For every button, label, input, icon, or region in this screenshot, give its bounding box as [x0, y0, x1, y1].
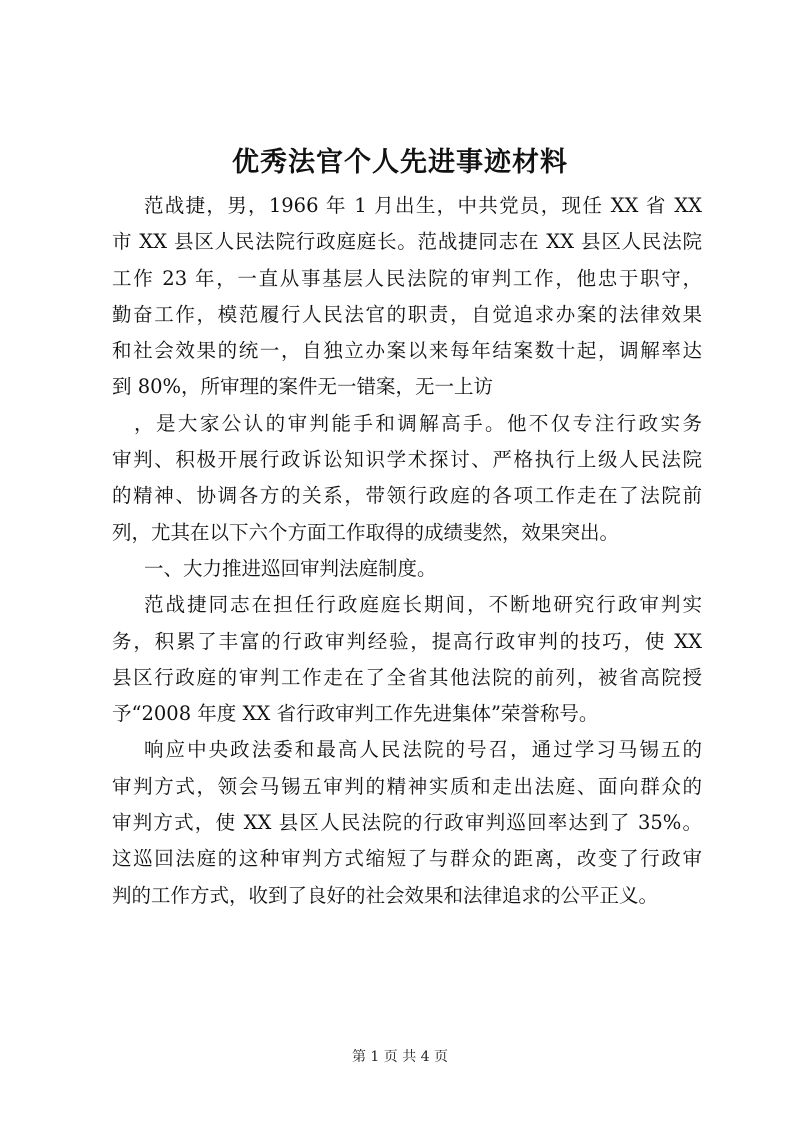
- document-title: 优秀法官个人先进事迹材料: [232, 147, 568, 178]
- paragraph-line: 判的工作方式，收到了良好的社会效果和法律追求的公平正义。: [112, 883, 659, 907]
- paragraph-line: 县区行政庭的审判工作走在了全省其他法院的前列，被省高院授: [112, 665, 702, 689]
- paragraph-line: 审判方式，领会马锡五审判的精神实质和走出法庭、面向群众的: [112, 774, 702, 798]
- paragraph-line: 和社会效果的统一，自独立办案以来每年结案数十起，调解率达: [112, 339, 702, 363]
- paragraph-line: 到 80%，所审理的案件无一错案，无一上访: [112, 375, 494, 399]
- section-heading: 一、大力推进巡回审判法庭制度。: [144, 556, 437, 580]
- paragraph-line: 的精神、协调各方的关系，带领行政庭的各项工作走在了法院前: [112, 484, 702, 508]
- page-number-footer: 第 1 页 共 4 页: [351, 1049, 449, 1065]
- paragraph-line: 市 XX 县区人民法院行政庭庭长。范战捷同志在 XX 县区人民法院: [112, 230, 702, 254]
- paragraph-line: 务，积累了丰富的行政审判经验，提高行政审判的技巧，使 XX: [112, 629, 702, 653]
- paragraph-line: 审判、积极开展行政诉讼知识学术探讨、严格执行上级人民法院: [112, 448, 702, 472]
- paragraph-line: 勤奋工作，模范履行人民法官的职责，自觉追求办案的法律效果: [112, 302, 702, 326]
- paragraph-line: 予“2008 年度 XX 省行政审判工作先进集体”荣誉称号。: [112, 702, 599, 726]
- paragraph-line: 范战捷同志在担任行政庭庭长期间，不断地研究行政审判实: [144, 593, 702, 617]
- paragraph-line: 审判方式，使 XX 县区人民法院的行政审判巡回率达到了 35%。: [112, 811, 702, 835]
- paragraph-line: 这巡回法庭的这种审判方式缩短了与群众的距离，改变了行政审: [112, 847, 702, 871]
- paragraph-line: 工作 23 年，一直从事基层人民法院的审判工作，他忠于职守，: [112, 266, 702, 290]
- paragraph-line: 列，尤其在以下六个方面工作取得的成绩斐然，效果突出。: [112, 520, 620, 544]
- paragraph-line: 响应中央政法委和最高人民法院的号召，通过学习马锡五的: [144, 738, 702, 762]
- paragraph-line: 范战捷，男，1966 年 1 月出生，中共党员，现任 XX 省 XX: [144, 194, 702, 217]
- paragraph-line: ，是大家公认的审判能手和调解高手。他不仅专注行政实务: [134, 411, 702, 435]
- document-body: [112, 188, 702, 914]
